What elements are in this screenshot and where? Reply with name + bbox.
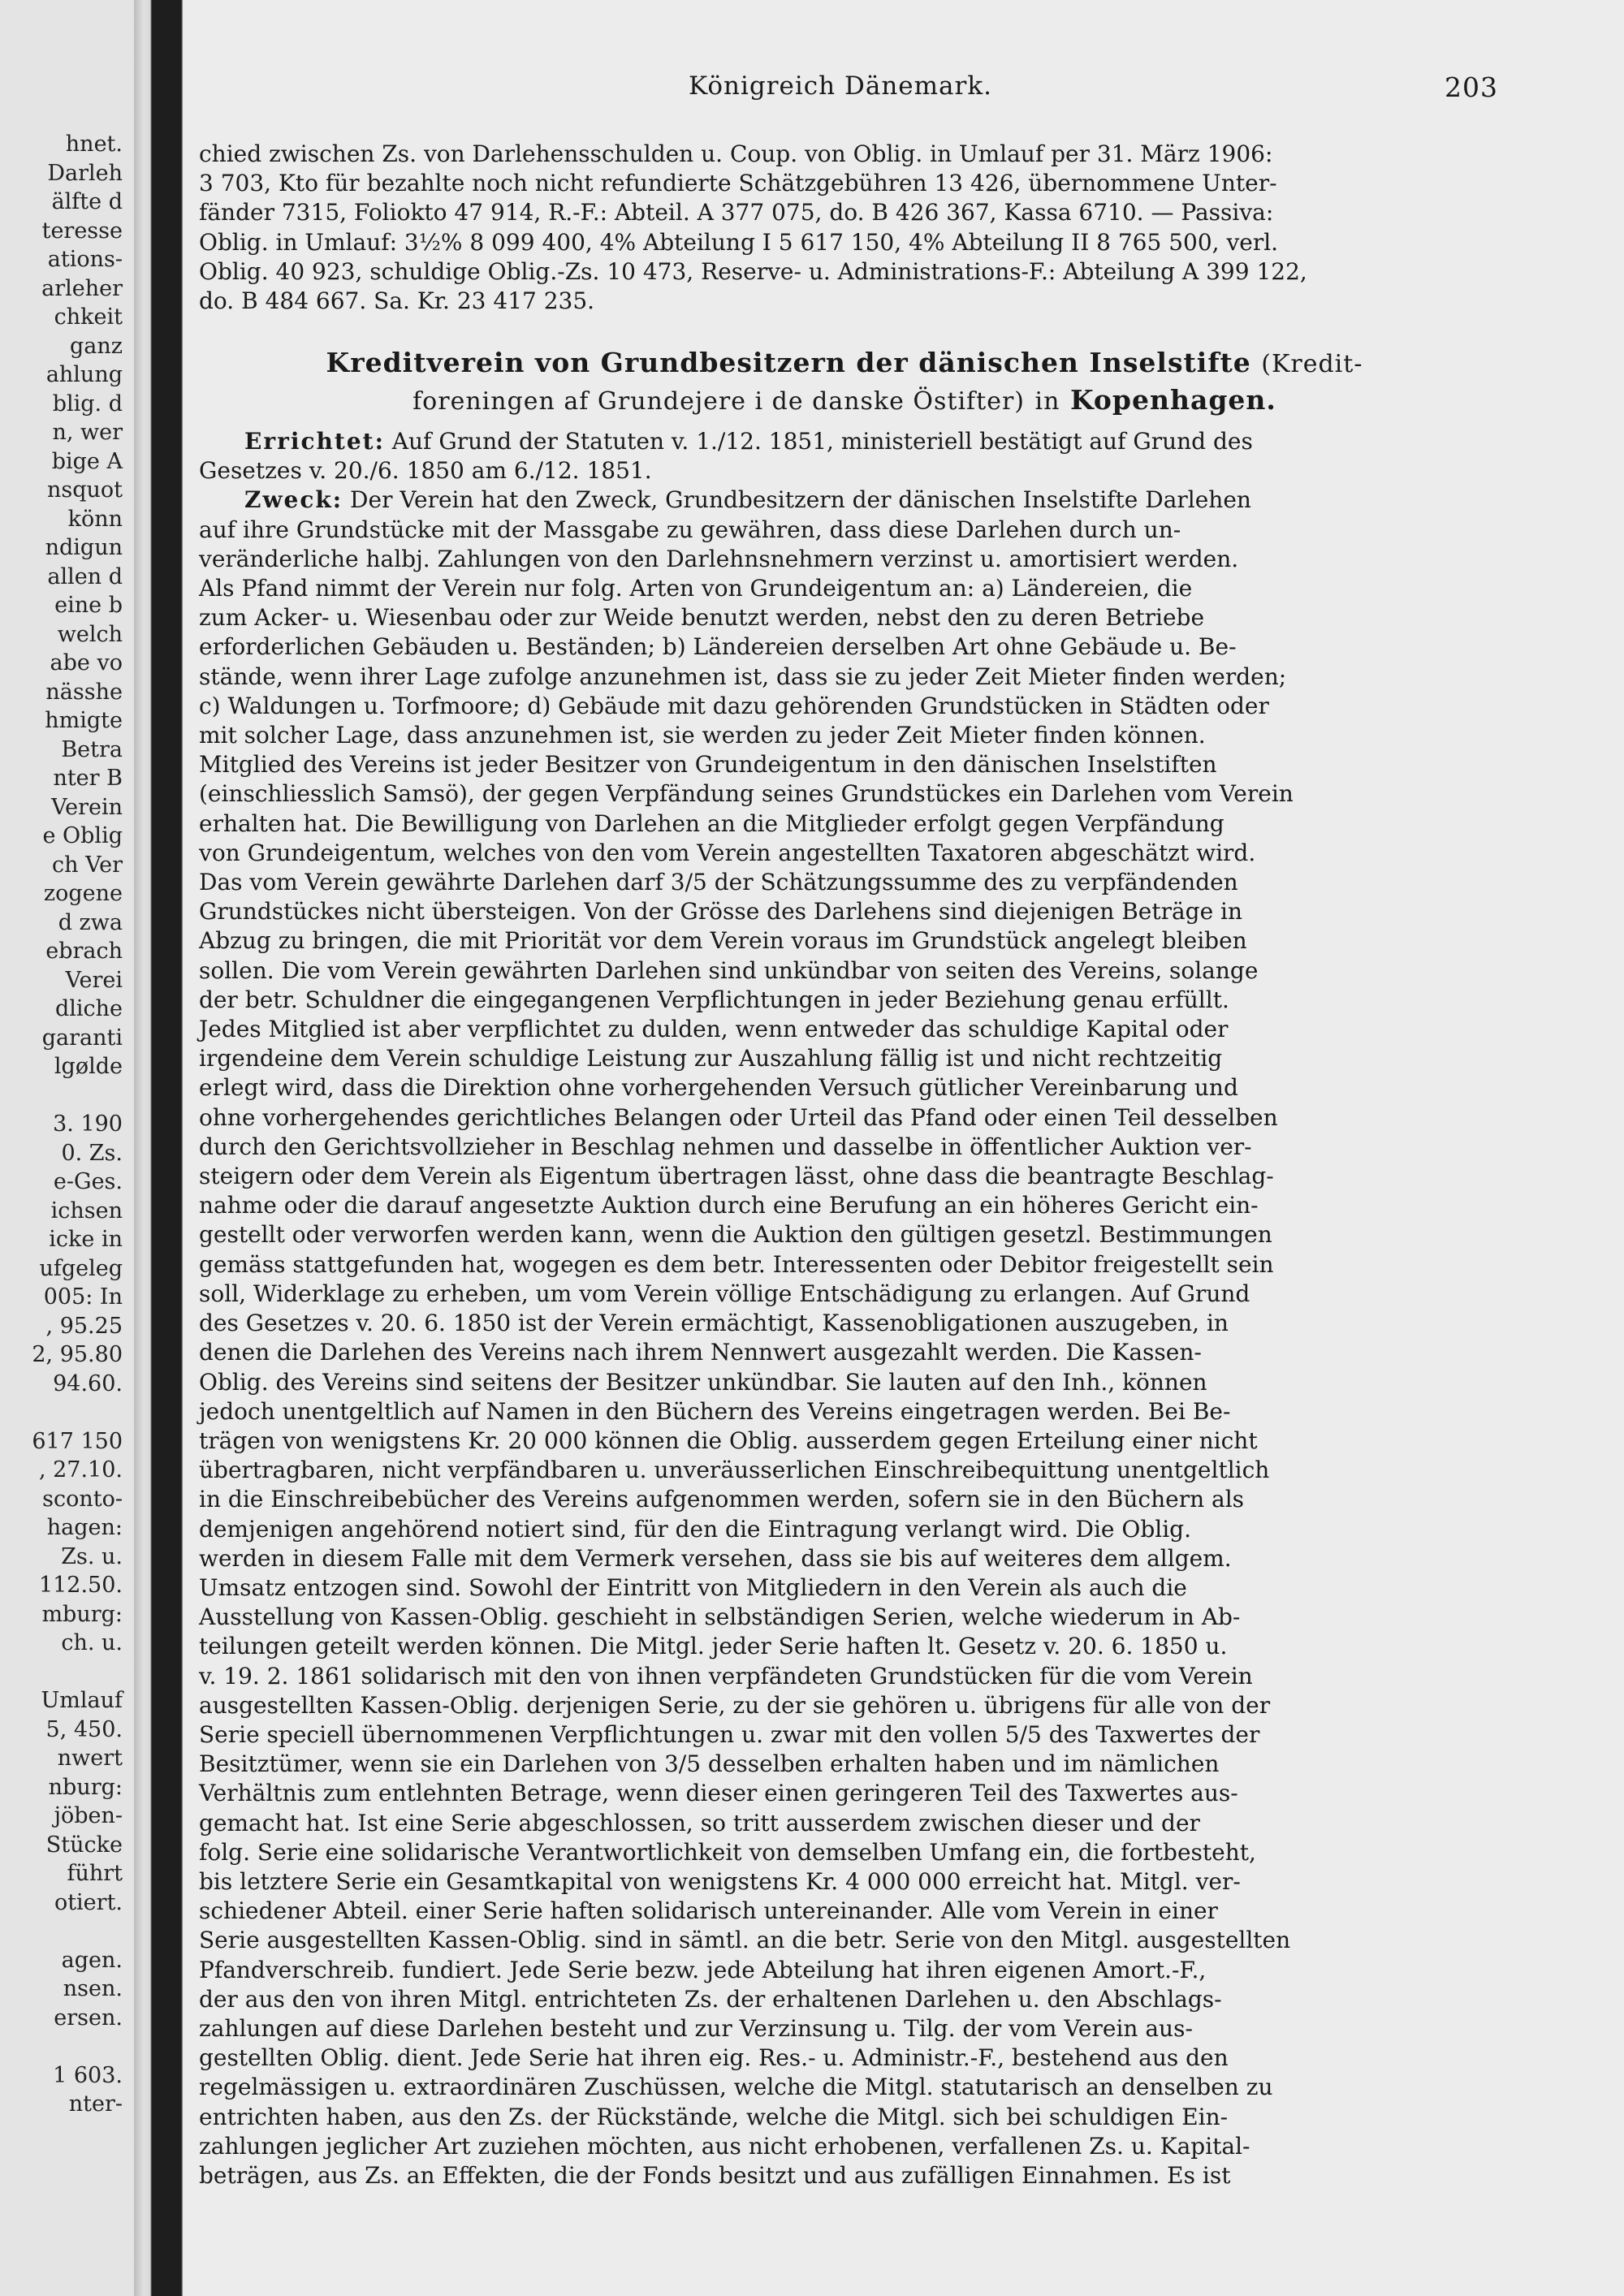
text-line [199, 486, 1490, 515]
left-page-line: allen d [47, 563, 123, 589]
left-page-line: lgølde [54, 1054, 123, 1079]
left-page-line: icke in [49, 1227, 123, 1252]
text-line: Besitztümer, wenn sie ein Darlehen von 3/5 desselben erhalten haben und im nämlichen [199, 1750, 1220, 1778]
text-line: gestellt oder verworfen werden kann, wenn die Auktion den gültigen gesetzl. Bestimmungen [199, 1221, 1272, 1249]
text-line: sollen. Die vom Verein gewährten Darlehen sind unkündbar von seiten des Vereins, solange [199, 956, 1259, 984]
left-page-line: otiert. [54, 1889, 123, 1915]
text-line: erlegt wird, dass die Direktion ohne vorhergehenden Versuch gütlicher Vereinbarung und [199, 1074, 1238, 1102]
left-page-line: Stücke [45, 1832, 123, 1858]
left-page-line: mburg: [41, 1601, 123, 1627]
left-page-line: älfte d [51, 189, 123, 214]
left-page-line: nter- [68, 2091, 123, 2117]
text-line: auf ihre Grundstücke mit der Massgabe zu gewähren, dass diese Darlehen durch un- [199, 516, 1181, 543]
text-line: trägen von wenigstens Kr. 20 000 können die Oblig. ausserdem gegen Erteilung einer nicht [199, 1426, 1258, 1454]
text-line: c) Waldungen u. Torfmoore; d) Gebäude mit dazu gehörenden Grundstücken in Städten oder [199, 692, 1269, 719]
left-page-line: hnet. [65, 132, 123, 157]
text-line: der betr. Schuldner die eingegangenen Verpflichtungen in jeder Beziehung genau erfüllt. [199, 986, 1229, 1013]
text-line: Pfandverschreib. fundiert. Jede Serie bezw. jede Abteilung hat ihren eigenen Amort.-F., [199, 1956, 1207, 1983]
left-page-line: e-Ges. [53, 1169, 123, 1194]
left-page-line: ichsen [50, 1198, 123, 1224]
text-line: Ausstellung von Kassen-Oblig. geschieht in selbständigen Serien, welche wiederum in Ab- [199, 1603, 1241, 1631]
left-page-line: Umlauf [41, 1688, 123, 1713]
text-line: Verhältnis zum entlehnten Betrage, wenn dieser einen geringeren Teil des Taxwertes aus- [199, 1780, 1238, 1807]
left-page-line: blig. d [52, 391, 123, 416]
left-page-line: zogene [43, 881, 123, 906]
text-line-content: Auf Grund der Statuten v. 1./12. 1851, ministeriell bestätigt auf Grund des [384, 428, 1253, 455]
left-page-line: eine b [54, 593, 123, 618]
left-page-line: d zwa [58, 909, 123, 935]
text-line: beträgen, aus Zs. an Effekten, die der Fonds besitzt und aus zufälligen Einnahmen. Es ist [199, 2161, 1231, 2189]
left-page-line: Zs. u. [61, 1543, 123, 1569]
left-page-line: nsquot [46, 477, 123, 503]
left-page-line: Darleh [47, 160, 123, 186]
heading-city: Kopenhagen. [1069, 384, 1276, 416]
entry-body [199, 427, 1490, 2190]
left-page-line: sconto- [42, 1486, 123, 1512]
text-line: denen die Darlehen des Vereins nach ihrem Nennwert ausgezahlt werden. Die Kassen- [199, 1339, 1202, 1366]
text-line: gemäss stattgefunden hat, wogegen es dem betr. Interessenten oder Debitor freigestellt sein [199, 1250, 1274, 1278]
heading-main: Kreditverein von Grundbesitzern der dänischen Inselstifte [326, 347, 1251, 378]
text-line: ausgestellten Kassen-Oblig. derjenigen Serie, zu der sie gehören u. übrigens für alle von der [199, 1691, 1271, 1719]
left-page-line: ufgeleg [39, 1255, 123, 1281]
left-page-line: 617 150 [32, 1428, 123, 1454]
text-line: erhalten hat. Die Bewilligung von Darlehen an die Mitglieder erfolgt gegen Verpfändung [199, 809, 1224, 837]
left-page-line: hmigte [45, 708, 123, 733]
left-page-line: nwert [57, 1746, 123, 1771]
text-line: Gesetzes v. 20./6. 1850 am 6./12. 1851. [199, 457, 652, 485]
text-line: Oblig. in Umlauf: 3½% 8 099 400, 4% Abteilung I 5 617 150, 4% Abteilung II 8 765 500, verl. [199, 228, 1279, 256]
heading-in: in [1034, 387, 1060, 416]
text-line [199, 427, 1490, 456]
text-line: zahlungen auf diese Darlehen besteht und zur Verzinsung u. Tilg. der vom Verein aus- [199, 2014, 1193, 2042]
text-line: soll, Widerklage zu erheben, um vom Verein völlige Entschädigung zu erlangen. Auf Grund [199, 1280, 1250, 1307]
left-page-line: ebrach [45, 939, 123, 964]
running-head-title: Königreich Dänemark. [689, 71, 992, 101]
text-line: von Grundeigentum, welches von den vom Verein angestellten Taxatoren abgeschätzt wird. [199, 839, 1256, 866]
zweck-label: Zweck: [244, 486, 343, 514]
text-line: schiedener Abteil. einer Serie haften solidarisch untereinander. Alle vom Verein in einer [199, 1897, 1218, 1925]
left-page-line: 0. Zs. [61, 1140, 123, 1166]
left-page-line: chkeit [54, 304, 123, 330]
text-line: do. B 484 667. Sa. Kr. 23 417 235. [199, 287, 595, 315]
left-page-line: ations- [47, 247, 123, 272]
text-line: Als Pfand nimmt der Verein nur folg. Arten von Grundeigentum an: a) Ländereien, die [199, 575, 1193, 602]
text-line: irgendeine dem Verein schuldige Leistung zur Auszahlung fällig ist und nicht rechtzeitig [199, 1045, 1223, 1072]
left-page-line: ganz [70, 333, 123, 359]
running-head [183, 71, 1498, 104]
left-page-line: 5, 450. [45, 1716, 123, 1742]
page-number: 203 [1445, 71, 1498, 103]
text-line: (einschliesslich Samsö), der gegen Verpfändung seines Grundstückes ein Darlehen vom Verein [199, 780, 1294, 808]
left-page-line: , 95.25 [45, 1313, 123, 1339]
text-line: regelmässigen u. extraordinären Zuschüssen, welche die Mitgl. statutarisch an denselben zu [199, 2074, 1273, 2101]
text-line: Das vom Verein gewährte Darlehen darf 3/5 der Schätzungssumme des zu verpfändenden [199, 869, 1238, 896]
previous-entry-continuation [199, 140, 1490, 316]
left-page-line: jöben- [54, 1803, 123, 1828]
text-line: Abzug zu bringen, die mit Priorität vor dem Verein voraus im Grundstück angelegt bleiben [199, 927, 1247, 955]
text-line: zahlungen jeglicher Art zuziehen möchten, aus nicht erhobenen, verfallenen Zs. u. Kapital- [199, 2132, 1250, 2160]
left-page-line: nter B [53, 766, 123, 791]
text-line: nahme oder die darauf angesetzte Auktion durch eine Berufung an ein höheres Gericht ein- [199, 1192, 1259, 1219]
left-page-line: nburg: [48, 1774, 123, 1800]
text-line: übertragbaren, nicht verpfändbaren u. unveräusserlichen Einschreibequittung unentgeltlich [199, 1457, 1270, 1484]
text-line: v. 19. 2. 1861 solidarisch mit den von ihnen verpfändeten Grundstücken für die vom Verein [199, 1662, 1253, 1690]
heading-danish-name: foreningen af Grundejere i de danske Östifter) [412, 387, 1026, 416]
left-page-line: 1 603. [53, 2062, 123, 2088]
text-line: fänder 7315, Foliokto 47 914, R.-F.: Abteil. A 377 075, do. B 426 367, Kassa 6710. — Passiva: [199, 199, 1274, 227]
left-page-line: ch. u. [61, 1630, 123, 1655]
text-line: steigern oder dem Verein als Eigentum übertragen lässt, ohne dass die beantragte Beschlag- [199, 1163, 1274, 1190]
left-page-line: ersen. [54, 2005, 123, 2031]
text-line: folg. Serie eine solidarische Verantwortlichkeit von demselben Umfang ein, die fortbesteht, [199, 1838, 1256, 1866]
text-line: mit solcher Lage, dass anzunehmen ist, sie werden zu jeder Zeit Mieter finden können. [199, 722, 1206, 749]
left-page-line: nsen. [63, 1976, 123, 2001]
left-page-line: könn [67, 506, 123, 532]
text-line: Serie ausgestellten Kassen-Oblig. sind in sämtl. an die betr. Serie von den Mitgl. ausgestellten [199, 1927, 1291, 1954]
text-line: der aus den von ihren Mitgl. entrichteten Zs. der erhaltenen Darlehen u. den Abschlags- [199, 1985, 1222, 2013]
text-line: Serie speciell übernommenen Verpflichtungen u. zwar mit den vollen 5/5 des Taxwertes der [199, 1720, 1260, 1748]
text-line: werden in diesem Falle mit dem Vermerk versehen, dass sie bis auf weiteres dem allgem. [199, 1544, 1232, 1572]
left-page-line: 005: In [43, 1284, 123, 1310]
left-page-line: e Oblig [42, 823, 123, 848]
left-page-line: dliche [54, 996, 123, 1021]
text-line: veränderliche halbj. Zahlungen von den Darlehnsnehmern verzinst u. amortisiert werden. [199, 545, 1239, 572]
left-page-line: 3. 190 [53, 1111, 123, 1137]
left-page-line: führt [67, 1861, 123, 1886]
left-page-line: Betra [61, 736, 123, 762]
text-line: in die Einschreibebücher des Vereins aufgenommen werden, sofern sie in den Büchern als [199, 1486, 1245, 1513]
text-line: Oblig. des Vereins sind seitens der Besitzer unkündbar. Sie lauten auf den Inh., können [199, 1368, 1207, 1396]
entry-heading [199, 345, 1490, 420]
text-line: demjenigen angehörend notiert sind, für den die Eintragung verlangt wird. Die Oblig. [199, 1515, 1192, 1543]
text-line: ohne vorhergehendes gerichtliches Belangen oder Urteil das Pfand oder einen Teil desselben [199, 1103, 1278, 1131]
text-line: Grundstückes nicht übersteigen. Von der Grösse des Darlehens sind diejenigen Beträge in [199, 898, 1243, 926]
errichtet-label: Errichtet: [244, 428, 385, 455]
left-page-line: hagen: [46, 1515, 123, 1540]
left-page-line: Verein [51, 794, 123, 820]
left-page-line: agen. [61, 1947, 123, 1973]
text-line: bis letztere Serie ein Gesamtkapital von wenigstens Kr. 4 000 000 erreicht hat. Mitgl. ver- [199, 1867, 1241, 1895]
left-page-line: abe vo [50, 650, 123, 675]
text-line: chied zwischen Zs. von Darlehensschulden u. Coup. von Oblig. in Umlauf per 31. März 1906: [199, 140, 1273, 167]
text-line: durch den Gerichtsvollzieher in Beschlag nehmen und dasselbe in öffentlicher Auktion ver- [199, 1133, 1252, 1160]
book-gutter [134, 0, 183, 2296]
left-page-line: arleher [41, 275, 123, 301]
left-page-line: 94.60. [53, 1370, 123, 1396]
left-page-line: ch Ver [52, 852, 123, 878]
page [183, 0, 1624, 2296]
text-line: 3 703, Kto für bezahlte noch nicht refundierte Schätzgebühren 13 426, übernommene Unter- [199, 170, 1277, 197]
left-page-line: ndigun [45, 535, 123, 560]
text-line: des Gesetzes v. 20. 6. 1850 ist der Verein ermächtigt, Kassenobligationen auszugeben, in [199, 1310, 1229, 1337]
text-line: erforderlichen Gebäuden u. Beständen; b) Ländereien derselben Art ohne Gebäude u. Be- [199, 633, 1237, 661]
text-line: gemacht hat. Ist eine Serie abgeschlossen, so tritt ausserdem zwischen dieser und der [199, 1809, 1200, 1836]
left-page-line: Verei [65, 967, 123, 993]
left-page-line: ahlung [45, 362, 123, 387]
left-page-line: garanti [41, 1025, 123, 1051]
heading-sub-open: (Kredit- [1261, 350, 1363, 378]
left-page-line: welch [57, 621, 123, 647]
left-page-line: nässhe [45, 679, 123, 705]
left-page-line: 112.50. [38, 1573, 123, 1598]
left-page-line: bige A [51, 448, 123, 474]
left-page-line: , 27.10. [38, 1457, 123, 1482]
text-line: Umsatz entzogen sind. Sowohl der Eintritt von Mitgliedern in den Verein als auch die [199, 1573, 1187, 1601]
left-page-line: 2, 95.80 [32, 1342, 123, 1367]
text-line: entrichten haben, aus den Zs. der Rückstände, welche die Mitgl. sich bei schuldigen Ein- [199, 2103, 1229, 2130]
text-line: teilungen geteilt werden können. Die Mitgl. jeder Serie haften lt. Gesetz v. 20. 6. 1850 u. [199, 1633, 1228, 1660]
text-line: Mitglied des Vereins ist jeder Besitzer von Grundeigentum in den dänischen Inselstiften [199, 751, 1217, 779]
text-line: jedoch unentgeltlich auf Namen in den Büchern des Vereins eingetragen werden. Bei Be- [199, 1397, 1231, 1425]
text-line-content: Der Verein hat den Zweck, Grundbesitzern der dänischen Inselstifte Darlehen [343, 486, 1251, 514]
text-line: Oblig. 40 923, schuldige Oblig.-Zs. 10 473, Reserve- u. Administrations-F.: Abteilung A 399 122, [199, 257, 1307, 285]
text-line: zum Acker- u. Wiesenbau oder zur Weide benutzt werden, nebst den zu deren Betriebe [199, 604, 1205, 632]
left-page-fragment [0, 0, 134, 2296]
left-page-line: teresse [41, 218, 123, 244]
text-line: gestellten Oblig. dient. Jede Serie hat ihren eig. Res.- u. Administr.-F., bestehend aus den [199, 2044, 1229, 2072]
text-line: Jedes Mitglied ist aber verpflichtet zu dulden, wenn entweder das schuldige Kapital oder [199, 1016, 1229, 1043]
text-line: stände, wenn ihrer Lage zufolge anzunehmen ist, dass sie zu jeder Zeit Mieter finden werden; [199, 662, 1287, 690]
left-page-line: n, wer [52, 420, 123, 445]
